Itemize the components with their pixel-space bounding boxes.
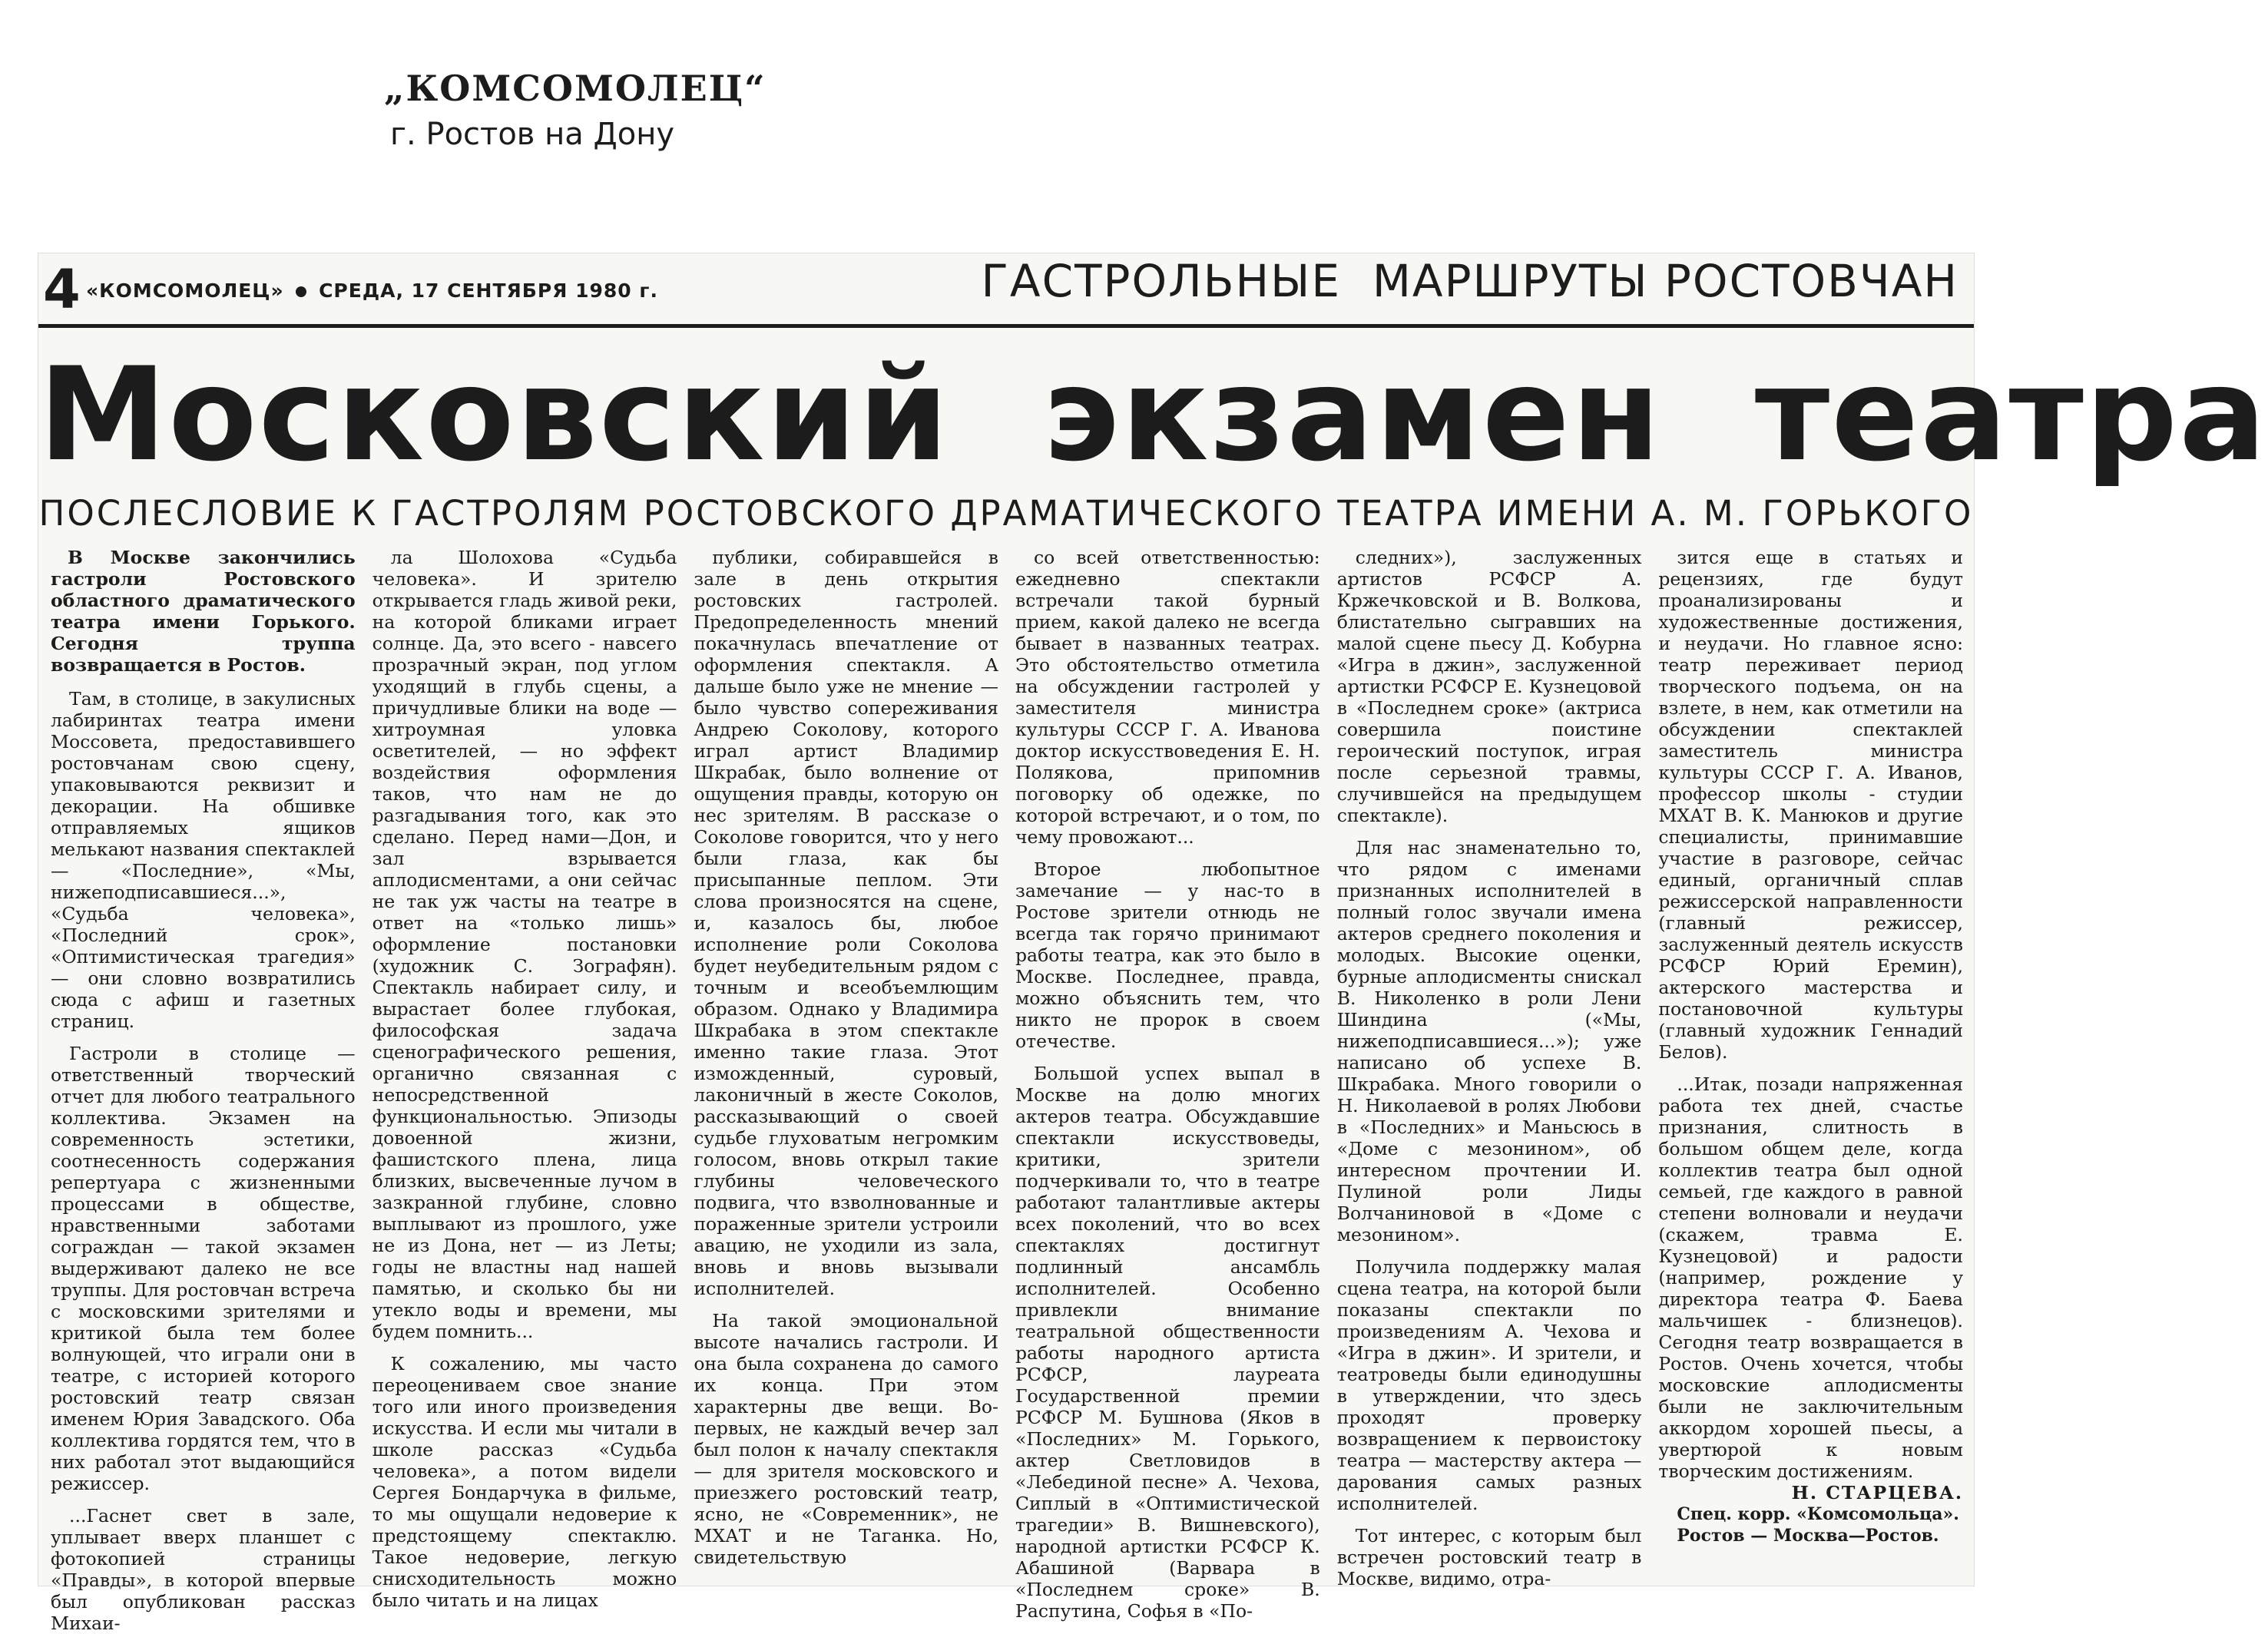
paragraph: ...Гаснет свет в зале, уплывает вверх планшет с фотокопией страницы «Правды», в которой впервые был опубликован рассказ Михаи- [51,1505,356,1634]
stamp-newspaper-name: „КОМСОМОЛЕЦ“ [384,68,766,109]
stamp-city: г. Ростов на Дону [390,117,675,152]
paper-line [86,280,658,302]
paragraph: следних»), заслуженных артистов РСФСР А. Кржечковской и В. Волкова, блистательно сыгравших на малой сцене пьесу Д. Кобурна «Игра в джин», заслуженной артистки РСФСР Е. Кузнецовой в «Последнем сроке» (актриса совершила поистине героический поступок, играя после серьезной травмы, случившейся на предыдущем спектакле). [1336,547,1642,826]
paragraph: со всей ответственностью: ежедневно спектакли встречали такой бурный прием, какой далеко не всегда бывает в названных театрах. Это обстоятельство отметила на обсуждении гастролей у заместителя министра культуры СССР Г. А. Иванова доктор искусствоведения Е. Н. Полякова, припомнив поговорку об одежке, по которой встречают, и о том, по чему провожают... [1015,547,1320,848]
article-lead: В Москве закончились гастроли Ростовского областного драматического театра имени Горького. Сегодня труппа возвращается в Ростов. [51,547,356,676]
author-name: Н. СТАРЦЕВА. [1791,1482,1964,1503]
paragraph: Получила поддержку малая сцена театра, на которой были показаны спектакли по произведениям А. Чехова и «Игра в джин». И зрители, и театроведы были единодушны в утверждении, что здесь проходят проверку возвращением к первоистоку театра — мастерству актера — дарования самых разных исполнителей. [1336,1256,1642,1514]
paragraph: Второе любопытное замечание — у нас-то в Ростове зрители отнюдь не всегда так горячо принимают работы театра, как это было в Москве. Последнее, правда, можно объяснить тем, что никто не пророк в своем отечестве. [1015,858,1320,1052]
paragraph: ла Шолохова «Судьба человека». И зрителю открывается гладь живой реки, на которой бликами играет солнце. Да, это всего - навсего прозрачный экран, под углом уходящий в глубь сцены, а причудливые блики на воде — хитроумная уловка осветителей, — но эффект воздействия оформления таков, что нам не до разгадывания того, как это сделано. Перед нами—Дон, и зал взрывается аплодисментами, а они сейчас не так уж часты на театре в ответ на «только лишь» оформление постановки (художник С. Зографян). Спектакль набирает силу, и вырастает более глубокая, философская задача сценографического решения, органично связанная с непосредственной функциональностью. Эпизоды довоенной жизни, фашистского плена, лица близких, высвеченные лучом в зазкранной глубине, словно выплывают из прошлого, уже не из Дона, нет — из Леты; годы не властны над нашей памятью, и сколько бы ни утекло воды и времени, мы будем помнить... [372,547,677,1342]
paragraph: Тот интерес, с которым был встречен ростовский театр в Москве, видимо, отра- [1336,1525,1642,1589]
article-body [51,547,1964,1634]
column-6 [1658,547,1963,1579]
author-role: Спец. корр. «Комсомольца». [1677,1504,1959,1524]
article-headline: Московский экзамен театра [38,339,2268,490]
paragraph: Большой успех выпал в Москве на долю многих актеров театра. Обсуждавшие спектакли искусствоведы, критики, зрители подчеркивали то, что в театре работают талантливые актеры всех поколений, что во всех спектаклях достигнут подлинный ансамбль исполнителей. Особенно привлекли внимание театральной общественности работы народного артиста РСФСР, лауреата Государственной премии РСФСР М. Бушнова (Яков в «Последних» М. Горького, актер Светловидов в «Лебединой песне» А. Чехова, Сиплый в «Оптимистической трагедии» В. Вишневского), народной артистки РСФСР К. Абашиной (Варвара в «Последнем сроке» В. Распутина, Софья в «По- [1015,1063,1320,1622]
separator-dot-icon [296,286,306,297]
paragraph: публики, собиравшейся в зале в день открытия ростовских гастролей. Предопределенность мнений покачнулась впечатление от оформления спектакля. А дальше было уже не мнение — было чувство сопереживания Андрею Соколову, которого играл артист Владимир Шкрабак, было волнение от ощущения правды, которую он нес зрителям. В рассказе о Соколове говорится, что у него были глаза, как бы присыпанные пеплом. Эти слова произносятся на сцене, и, казалось бы, любое исполнение роли Соколова будет неубедительным рядом с точным и всеобъемлющим образом. Однако у Владимира Шкрабака в этом спектакле именно такие глаза. Этот изможденный, суровый, лаконичный в жесте Соколов, рассказывающий о своей судьбе глуховатым негромким голосом, вновь открыл такие глубины человеческого подвига, что взволнованные и пораженные зрители устроили авацию, не уходили из зала, вновь и вновь вызывали исполнителей. [694,547,999,1299]
paragraph: Для нас знаменательно то, что рядом с именами признанных исполнителей в полный голос звучали имена актеров среднего поколения и молодых. Высокие оценки, бурные аплодисменты снискал В. Николенко в роли Лени Шиндина («Мы, нижеподписавшиеся...»); уже написано об успехе В. Шкрабака. Много говорили о Н. Николаевой в ролях Любови в «Последних» и Маньсюсь в «Доме с мезонином», об интересном прочтении И. Пулиной роли Лиды Волчаниновой в «Доме с мезонином». [1336,837,1642,1245]
column-2 [372,547,677,1611]
newspaper-clipping [38,253,2268,1634]
column-4 [1015,547,1320,1622]
rubric-title: ГАСТРОЛЬНЫЕ МАРШРУТЫ РОСТОВЧАН [981,255,1958,307]
paragraph: Гастроли в столице — ответственный творческий отчет для любого театрального коллектива. Экзамен на современность эстетики, соотнесенность содержания репертуара с жизненными процессами в обществе, нравственными заботами сограждан — такой экзамен выдерживают далеко не все труппы. Для ростовчан встреча с московскими зрителями и критикой была тем более волнующей, что играли они в театре, с историей которого ростовский театр связан именем Юрия Завадского. Оба коллектива гордятся тем, что в них работал этот выдающийся режиссер. [51,1043,356,1494]
paragraph: зится еще в статьях и рецензиях, где будут проанализированы и художественные достижения, и неудачи. Но главное ясно: театр переживает период творческого подъема, он на взлете, в нем, как отметили на обсуждении спектаклей заместитель министра культуры СССР Г. А. Иванов, профессор школы - студии МХАТ В. К. Манюков и другие специалисты, принимавшие участие в разговоре, сейчас единый, органичный сплав режиссерской направленности (главный режиссер, заслуженный деятель искусств РСФСР Юрий Еремин), актерского мастерства и постановочной культуры (главный художник Геннадий Белов). [1658,547,1964,1063]
masthead-rule [38,324,1974,328]
clipping-stamp [384,68,766,152]
paragraph: Там, в столице, в закулисных лабиринтах театра имени Моссовета, предоставившего ростовчанам свою сцену, упаковываются реквизит и декорации. На обшивке отправляемых ящиков мелькают названия спектаклей — «Последние», «Мы, нижеподписавшиеся...», «Судьба человека», «Последний срок», «Оптимистическая трагедия» — они словно возвратились сюда с афиш и газетных страниц. [51,688,356,1032]
column-5 [1336,547,1642,1589]
paragraph: К сожалению, мы часто переоцениваем свое знание того или иного произведения искусства. И если мы читали в школе рассказ «Судьба человека», а потом видели Сергея Бондарчука в фильме, то мы ощущали недоверие к предстоящему спектаклю. Такое недоверие, легкую снисходительность можно было читать и на лицах [372,1353,677,1611]
column-3 [694,547,998,1579]
paragraph: На такой эмоциональной высоте начались гастроли. И она была сохранена до самого их конца. При этом характерны две вещи. Во-первых, не каждый вечер зал был полон к началу спектакля — для зрителя московского и приезжего ростовский театр, ясно, не «Современник», не МХАТ и не Таганка. Но, свидетельствую [694,1310,999,1568]
dateline: Ростов — Москва—Ростов. [1677,1526,1939,1546]
column-1 [51,547,356,1634]
article-subheadline: ПОСЛЕСЛОВИЕ К ГАСТРОЛЯМ РОСТОВСКОГО ДРАМАТИЧЕСКОГО ТЕАТРА ИМЕНИ А. М. ГОРЬКОГО [38,493,1974,534]
issue-date: СРЕДА, 17 СЕНТЯБРЯ 1980 г. [319,280,658,302]
masthead [38,253,1974,330]
page-number: 4 [43,258,81,321]
paragraph: ...Итак, позади напряженная работа тех дней, счастье признания, слитность в большом общем деле, когда коллектив театра был одной семьей, где каждого в равной степени волновали и неудачи (скажем, травма Е. Кузнецовой) и радости (например, рождение у директора театра Ф. Баева мальчишек - близнецов). Сегодня театр возвращается в Ростов. Очень хочется, чтобы московские аплодисменты были не заключительным аккордом хорошей пьесы, а увертюрой к новым творческим достижениям. [1658,1073,1964,1482]
paper-name: «КОМСОМОЛЕЦ» [86,280,284,302]
